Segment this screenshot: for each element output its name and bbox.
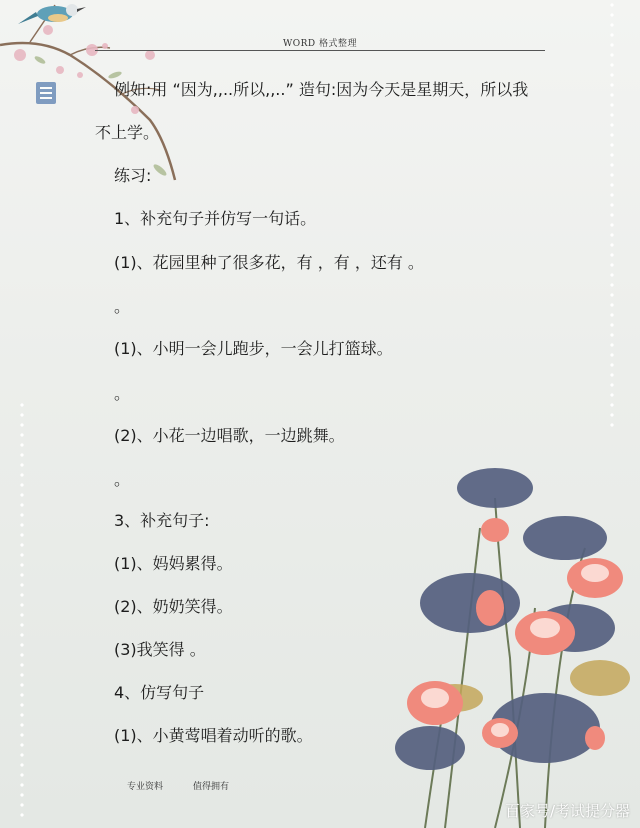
text-line: (3)我笑得 。 (114, 640, 206, 659)
text-line: 。 (114, 470, 131, 489)
text-line: 例如:用 “因为,,..所以,,..” 造句:因为今天是星期天，所以我 (114, 80, 529, 99)
text-line: (1)、花园里种了很多花，有 ，有 ，还有 。 (114, 253, 424, 272)
text-line: (2)、奶奶笑得。 (114, 597, 233, 616)
footer-left-text: 专业资料 (127, 782, 164, 792)
text-line: 不上学。 (95, 123, 160, 142)
header-rule (95, 50, 545, 51)
text-line: (1)、小黄莺唱着动听的歌。 (114, 726, 313, 745)
bird-branch-illustration (0, 0, 200, 200)
text-line: 4、仿写句子 (114, 683, 205, 702)
text-line: 练习: (114, 166, 152, 185)
watermark: 百家号/考试提分器 (504, 802, 630, 820)
text-line: 1、补充句子并仿写一句话。 (114, 209, 317, 228)
text-line: (1)、小明一会儿跑步，一会儿打篮球。 (114, 339, 393, 358)
lotus-illustration (385, 458, 635, 828)
text-line: 。 (114, 384, 131, 403)
page-header: WORD 格式整理 (283, 39, 357, 49)
text-line: (1)、妈妈累得。 (114, 554, 233, 573)
dotted-border-right (610, 0, 614, 430)
text-line: 。 (114, 297, 131, 316)
dotted-border-left (20, 400, 24, 820)
footer-right-text: 值得拥有 (193, 782, 230, 792)
text-line: 3、补充句子: (114, 511, 210, 530)
document-icon (36, 82, 56, 104)
text-line: (2)、小花一边唱歌，一边跳舞。 (114, 426, 345, 445)
